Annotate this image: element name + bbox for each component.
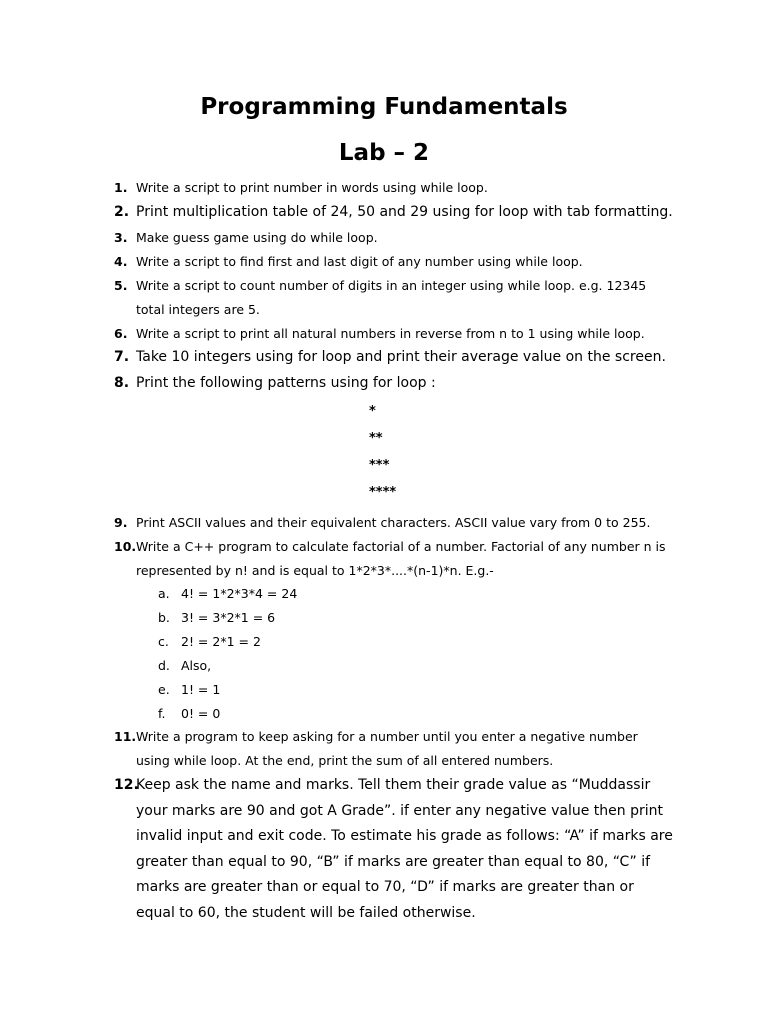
list-item [114, 322, 674, 346]
item-text: Write a program to keep asking for a number until you enter a negative number using while loop. At the end, print the sum of all entered numbers. [136, 729, 638, 768]
example-text: 0! = 0 [181, 706, 221, 721]
item-number: 5. [114, 278, 128, 293]
document-subtitle: Lab – 2 [338, 140, 430, 166]
list-item [114, 535, 674, 583]
example-letter: b. [158, 610, 170, 625]
list-item [114, 345, 674, 371]
example-letter: c. [158, 634, 169, 649]
example-letter: d. [158, 658, 170, 673]
item-text: Write a script to print number in words using while loop. [136, 180, 488, 195]
factorial-example [158, 582, 297, 606]
example-letter: e. [158, 682, 170, 697]
example-text: 3! = 3*2*1 = 6 [181, 610, 276, 625]
item-number: 1. [114, 180, 128, 195]
item-text: Write a script to find first and last digit of any number using while loop. [136, 254, 583, 269]
item-text: Write a script to print all natural numbers in reverse from n to 1 using while loop. [136, 326, 645, 341]
pattern-line: ** [369, 431, 383, 446]
item-number: 8. [114, 375, 130, 391]
list-item [114, 176, 674, 200]
item-number: 12. [114, 777, 139, 793]
item-number: 6. [114, 326, 128, 341]
item-text: Write a C++ program to calculate factorial of a number. Factorial of any number n is represented by n! and is equal to 1*2*3*....*(n-1)*n. E.g.- [136, 539, 666, 578]
item-text: Print multiplication table of 24, 50 and 29 using for loop with tab formatting. [136, 204, 673, 220]
factorial-example [158, 606, 275, 630]
list-item [114, 371, 674, 397]
list-item [114, 725, 674, 773]
list-item [114, 773, 674, 926]
example-text: Also, [181, 658, 212, 673]
factorial-example [158, 654, 211, 678]
item-text: Keep ask the name and marks. Tell them their grade value as “Muddassir your marks are 90 and got A Grade”. if enter any negative value then print invalid input and exit code. To estimate his grade as follows: “A” if marks are greater than equal to 90, “B” if marks are greater than equal to 80, “C” if marks are greater than or equal to 70, “D” if marks are greater than or equal to 60, the student will be failed otherwise. [136, 777, 673, 921]
item-number: 2. [114, 204, 130, 220]
item-number: 11. [114, 729, 137, 744]
factorial-example [158, 702, 220, 726]
pattern-line: *** [369, 458, 390, 473]
example-text: 4! = 1*2*3*4 = 24 [181, 586, 298, 601]
pattern-line: **** [369, 485, 397, 500]
document-title: Programming Fundamentals [200, 94, 568, 120]
item-text: Take 10 integers using for loop and print their average value on the screen. [136, 349, 666, 365]
pattern-line: * [369, 404, 376, 419]
item-number: 9. [114, 515, 128, 530]
item-text: Write a script to count number of digits in an integer using while loop. e.g. 12345 total integers are 5. [136, 278, 647, 317]
item-text: Make guess game using do while loop. [136, 230, 378, 245]
list-item [114, 250, 674, 274]
example-letter: f. [158, 706, 166, 721]
item-text: Print the following patterns using for loop : [136, 375, 436, 391]
item-number: 3. [114, 230, 128, 245]
example-text: 2! = 2*1 = 2 [181, 634, 261, 649]
list-item [114, 200, 674, 226]
item-number: 4. [114, 254, 128, 269]
item-number: 7. [114, 349, 130, 365]
example-letter: a. [158, 586, 170, 601]
list-item [114, 274, 674, 322]
item-text: Print ASCII values and their equivalent characters. ASCII value vary from 0 to 255. [136, 515, 651, 530]
list-item [114, 226, 674, 250]
item-number: 10. [114, 539, 137, 554]
factorial-example [158, 678, 220, 702]
factorial-example [158, 630, 261, 654]
example-text: 1! = 1 [181, 682, 221, 697]
list-item [114, 511, 674, 535]
